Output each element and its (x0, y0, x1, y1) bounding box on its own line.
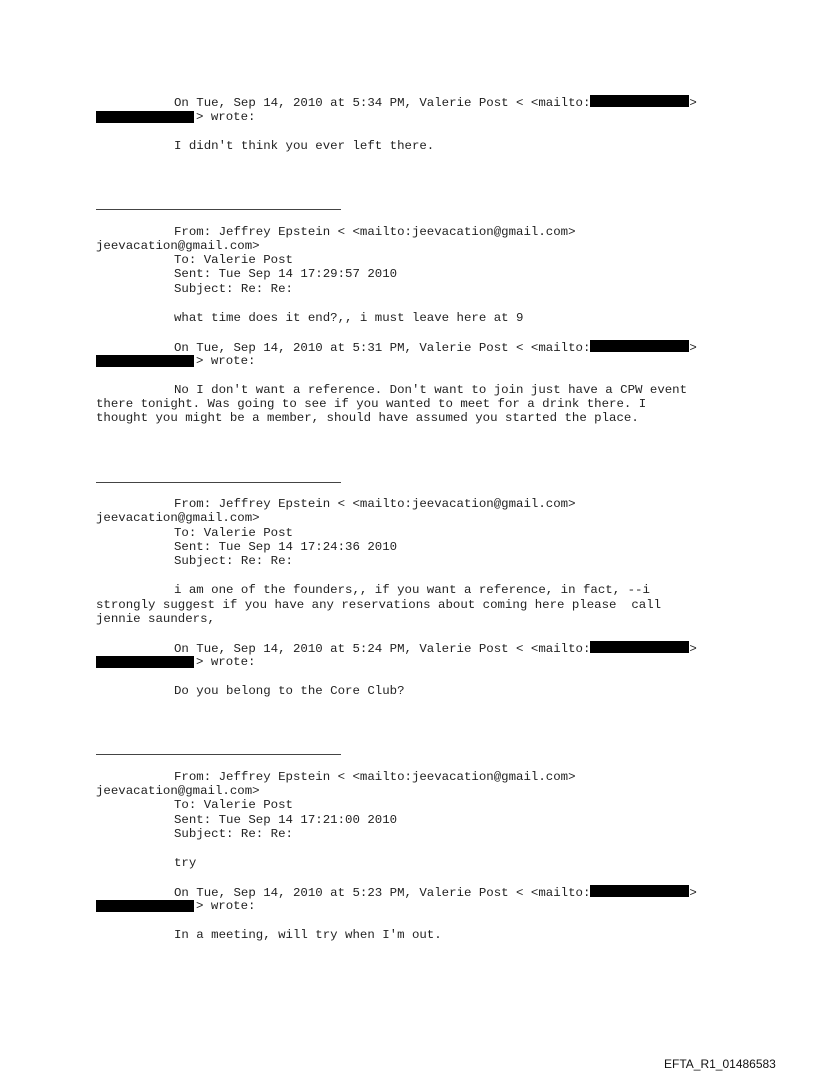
header-from: From: Jeffrey Epstein < <mailto:jeevacation@gmail.com> (174, 225, 576, 239)
redaction-box (590, 340, 689, 352)
separator-rule (96, 754, 341, 755)
separator-rule (96, 209, 341, 210)
document-id-footer: EFTA_R1_01486583 (664, 1057, 776, 1071)
header-subject: Subject: Re: Re: (174, 282, 293, 296)
quote-wrote: > wrote: (196, 354, 256, 368)
quote-text: > (689, 341, 697, 355)
reply-line: try (174, 856, 197, 870)
quote-text: > (689, 642, 697, 656)
message-body-line: there tonight. Was going to see if you wanted to meet for a drink there. I (96, 397, 647, 411)
header-sent: Sent: Tue Sep 14 17:29:57 2010 (174, 267, 398, 281)
redaction-box (96, 355, 194, 367)
quote-text: > (689, 96, 697, 110)
header-subject: Subject: Re: Re: (174, 554, 293, 568)
quote-wrote: > wrote: (196, 110, 256, 124)
header-from-wrap: jeevacation@gmail.com> (96, 511, 260, 525)
message-body-line: thought you might be a member, should have assumed you started the place. (96, 411, 639, 425)
header-to: To: Valerie Post (174, 253, 293, 267)
reply-line: strongly suggest if you have any reservations about coming here please call (96, 598, 662, 612)
header-from-wrap: jeevacation@gmail.com> (96, 239, 260, 253)
redaction-box (96, 900, 194, 912)
redaction-box (590, 95, 689, 107)
quote-text: On Tue, Sep 14, 2010 at 5:34 PM, Valerie Post < <mailto: (174, 96, 591, 110)
header-to: To: Valerie Post (174, 526, 293, 540)
redaction-box (590, 641, 689, 653)
message-body-line: Do you belong to the Core Club? (174, 684, 405, 698)
header-subject: Subject: Re: Re: (174, 827, 293, 841)
quote-line (174, 95, 697, 111)
header-from: From: Jeffrey Epstein < <mailto:jeevacation@gmail.com> (174, 497, 576, 511)
header-sent: Sent: Tue Sep 14 17:21:00 2010 (174, 813, 398, 827)
quote-text: On Tue, Sep 14, 2010 at 5:24 PM, Valerie Post < <mailto: (174, 642, 591, 656)
header-from: From: Jeffrey Epstein < <mailto:jeevacation@gmail.com> (174, 770, 576, 784)
quote-text: On Tue, Sep 14, 2010 at 5:23 PM, Valerie Post < <mailto: (174, 886, 591, 900)
message-body-line: No I don't want a reference. Don't want to join just have a CPW event (174, 383, 688, 397)
redaction-box (96, 656, 194, 668)
quote-text: > (689, 886, 697, 900)
reply-line: jennie saunders, (96, 612, 215, 626)
message-body-line: In a meeting, will try when I'm out. (174, 928, 442, 942)
separator-rule (96, 482, 341, 483)
redaction-box (96, 111, 194, 123)
redaction-box (590, 885, 689, 897)
header-sent: Sent: Tue Sep 14 17:24:36 2010 (174, 540, 398, 554)
reply-line: what time does it end?,, i must leave here at 9 (174, 311, 524, 325)
quote-wrote: > wrote: (196, 655, 256, 669)
header-from-wrap: jeevacation@gmail.com> (96, 784, 260, 798)
header-to: To: Valerie Post (174, 798, 293, 812)
reply-line: i am one of the founders,, if you want a reference, in fact, --i (174, 583, 650, 597)
message-body-line: I didn't think you ever left there. (174, 139, 435, 153)
quote-wrote: > wrote: (196, 899, 256, 913)
quote-text: On Tue, Sep 14, 2010 at 5:31 PM, Valerie Post < <mailto: (174, 341, 591, 355)
